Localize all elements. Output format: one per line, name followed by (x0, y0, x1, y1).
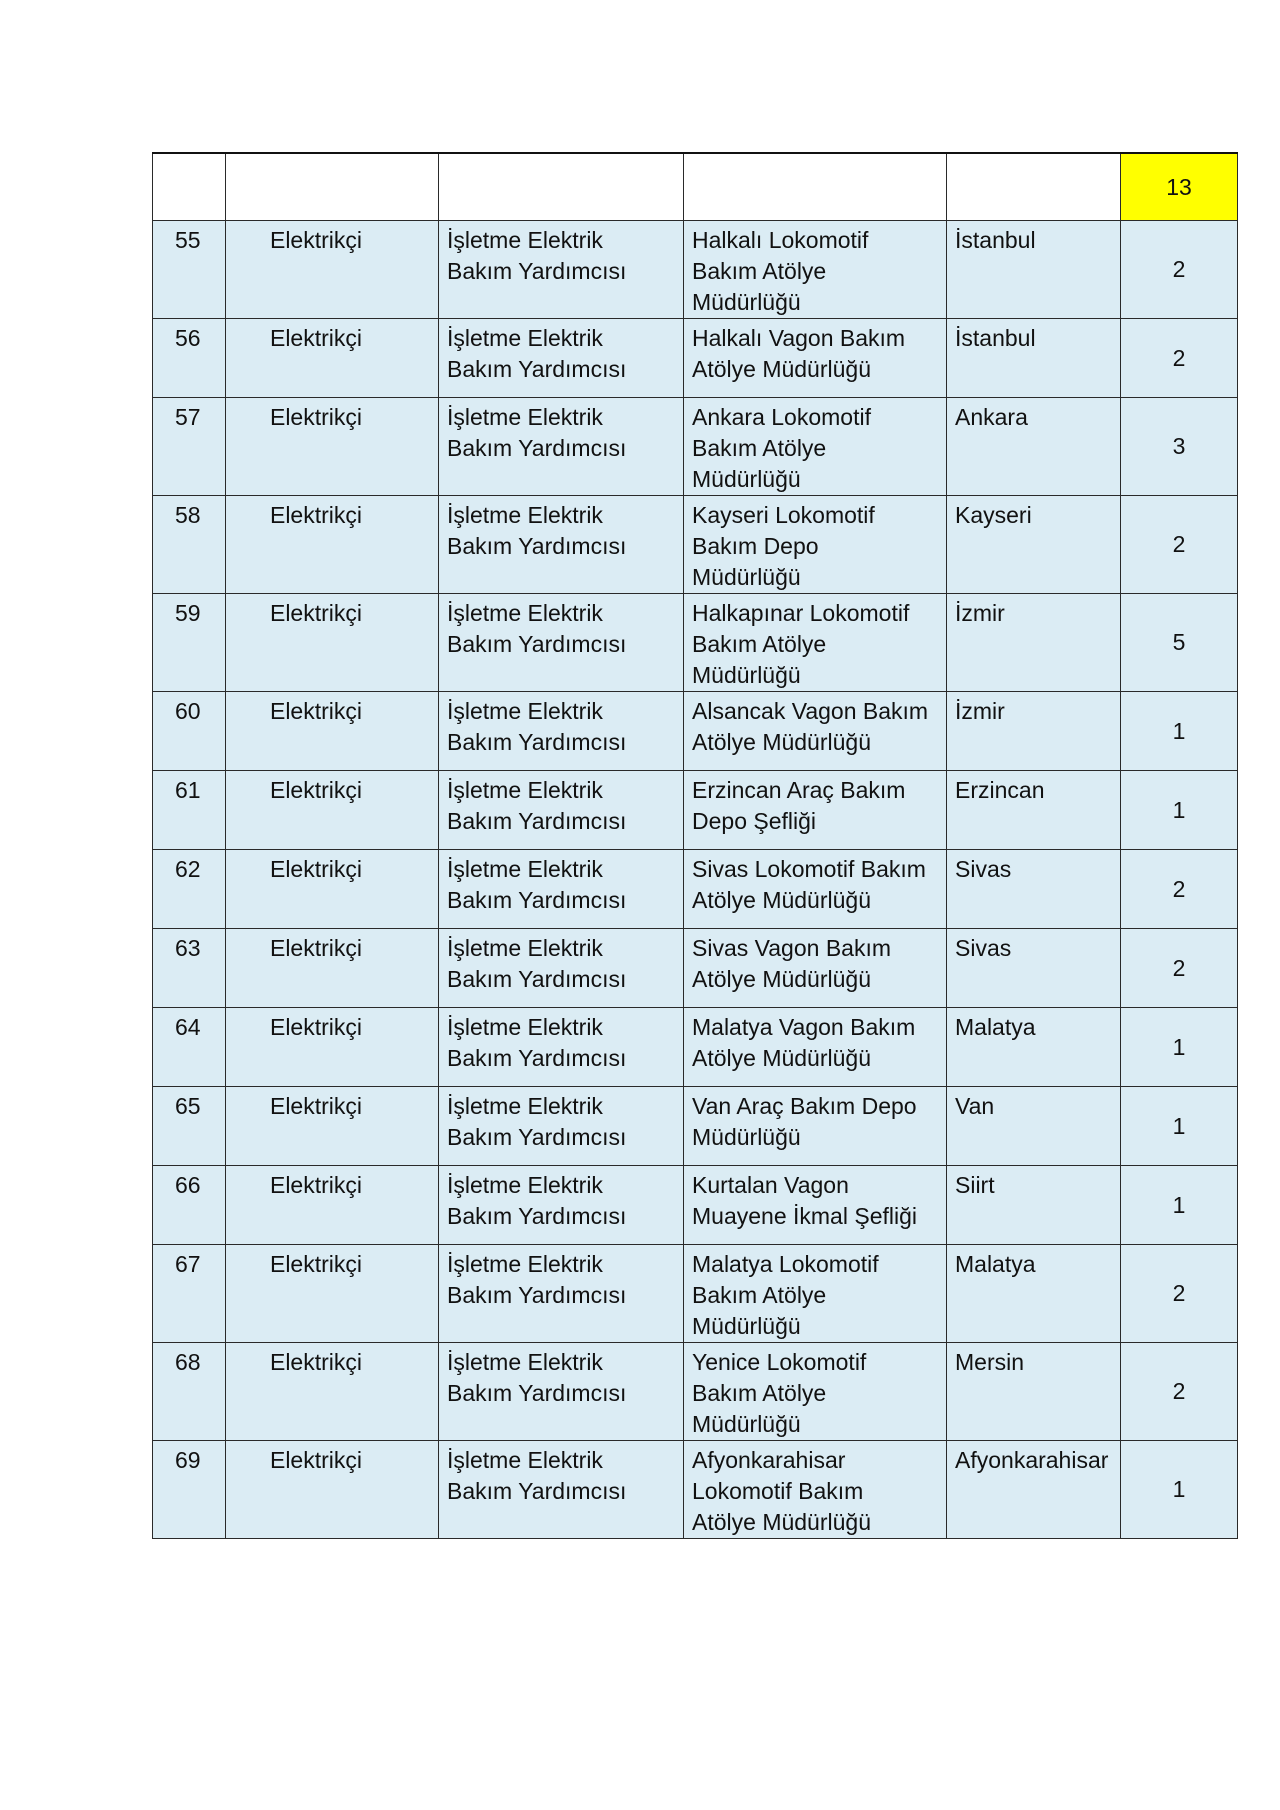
workplace-unit-cell (684, 1245, 947, 1343)
position-count-cell: 2 (1121, 1343, 1238, 1441)
table-row (153, 1166, 1238, 1245)
workplace-unit-cell (684, 398, 947, 496)
table-row (153, 594, 1238, 692)
position-count-cell: 1 (1121, 692, 1238, 771)
occupation-cell: Elektrikçi (226, 929, 439, 1008)
header-row (153, 153, 1238, 221)
workplace-unit-cell-line: Kayseri Lokomotif (692, 502, 875, 528)
position-title-cell-line: Bakım Yardımcısı (447, 1282, 627, 1308)
position-title-cell-line: Bakım Yardımcısı (447, 631, 627, 657)
workplace-unit-cell-line: Bakım Atölye (692, 435, 827, 461)
workplace-unit-cell-line: Atölye Müdürlüğü (692, 1509, 871, 1535)
workplace-unit-cell-line: Müdürlüğü (692, 1124, 801, 1150)
occupation-cell: Elektrikçi (226, 1245, 439, 1343)
workplace-unit-cell-line: Yenice Lokomotif (692, 1349, 867, 1375)
row-number: 68 (153, 1343, 226, 1441)
row-number: 60 (153, 692, 226, 771)
workplace-unit-cell-line: Depo Şefliği (692, 808, 817, 834)
position-title-cell-line: Bakım Yardımcısı (447, 1380, 627, 1406)
table-row (153, 496, 1238, 594)
workplace-unit-cell-line: Atölye Müdürlüğü (692, 966, 871, 992)
position-count-cell: 2 (1121, 319, 1238, 398)
city-cell: Kayseri (947, 496, 1121, 594)
occupation-cell: Elektrikçi (226, 221, 439, 319)
workplace-unit-cell (684, 1166, 947, 1245)
position-title-cell-line: İşletme Elektrik (447, 502, 603, 528)
row-number: 62 (153, 850, 226, 929)
staff-table (152, 152, 1238, 1539)
position-title-cell-line: İşletme Elektrik (447, 698, 603, 724)
table-row (153, 692, 1238, 771)
row-number: 61 (153, 771, 226, 850)
workplace-unit-cell-line: Bakım Atölye (692, 631, 827, 657)
occupation-cell: Elektrikçi (226, 594, 439, 692)
position-title-cell-line: İşletme Elektrik (447, 404, 603, 430)
workplace-unit-cell-line: Bakım Depo (692, 533, 819, 559)
city-cell: Ankara (947, 398, 1121, 496)
table-row (153, 771, 1238, 850)
workplace-unit-cell-line: Bakım Atölye (692, 1380, 827, 1406)
position-count-cell: 5 (1121, 594, 1238, 692)
header-cell-city (947, 153, 1121, 221)
occupation-cell: Elektrikçi (226, 771, 439, 850)
position-title-cell-line: İşletme Elektrik (447, 777, 603, 803)
position-count-cell: 1 (1121, 1008, 1238, 1087)
row-number: 65 (153, 1087, 226, 1166)
position-title-cell-line: Bakım Yardımcısı (447, 435, 627, 461)
occupation-cell: Elektrikçi (226, 1008, 439, 1087)
city-cell: Sivas (947, 850, 1121, 929)
row-number: 58 (153, 496, 226, 594)
position-title-cell-line: Bakım Yardımcısı (447, 258, 627, 284)
workplace-unit-cell-line: Bakım Atölye (692, 1282, 827, 1308)
position-title-cell (439, 398, 684, 496)
workplace-unit-cell-line: Muayene İkmal Şefliği (692, 1203, 917, 1229)
position-title-cell-line: İşletme Elektrik (447, 227, 603, 253)
workplace-unit-cell (684, 221, 947, 319)
position-title-cell-line: İşletme Elektrik (447, 325, 603, 351)
row-number: 69 (153, 1441, 226, 1539)
workplace-unit-cell-line: Malatya Vagon Bakım (692, 1014, 916, 1040)
position-count-cell: 1 (1121, 771, 1238, 850)
row-number: 66 (153, 1166, 226, 1245)
city-cell: Erzincan (947, 771, 1121, 850)
workplace-unit-cell-line: Müdürlüğü (692, 466, 801, 492)
row-number: 63 (153, 929, 226, 1008)
occupation-cell: Elektrikçi (226, 1087, 439, 1166)
position-count-cell: 2 (1121, 221, 1238, 319)
position-title-cell (439, 1245, 684, 1343)
occupation-cell: Elektrikçi (226, 1343, 439, 1441)
position-count-cell: 2 (1121, 1245, 1238, 1343)
header-cell-no (153, 153, 226, 221)
header-cell-unit (684, 153, 947, 221)
position-title-cell-line: İşletme Elektrik (447, 1251, 603, 1277)
city-cell: Malatya (947, 1245, 1121, 1343)
workplace-unit-cell-line: Sivas Vagon Bakım (692, 935, 892, 961)
position-title-cell-line: Bakım Yardımcısı (447, 356, 627, 382)
city-cell: İstanbul (947, 221, 1121, 319)
city-cell: Van (947, 1087, 1121, 1166)
workplace-unit-cell-line: Müdürlüğü (692, 1411, 801, 1437)
row-number: 59 (153, 594, 226, 692)
position-title-cell-line: Bakım Yardımcısı (447, 887, 627, 913)
position-title-cell-line: Bakım Yardımcısı (447, 533, 627, 559)
position-title-cell (439, 496, 684, 594)
workplace-unit-cell-line: Erzincan Araç Bakım (692, 777, 906, 803)
position-count-cell: 1 (1121, 1166, 1238, 1245)
table-row (153, 929, 1238, 1008)
workplace-unit-cell-line: Müdürlüğü (692, 289, 801, 315)
table-row (153, 221, 1238, 319)
position-title-cell (439, 221, 684, 319)
workplace-unit-cell (684, 1343, 947, 1441)
position-title-cell-line: İşletme Elektrik (447, 935, 603, 961)
table-row (153, 1441, 1238, 1539)
position-title-cell-line: Bakım Yardımcısı (447, 1478, 627, 1504)
workplace-unit-cell-line: Müdürlüğü (692, 1313, 801, 1339)
position-count-cell: 3 (1121, 398, 1238, 496)
workplace-unit-cell-line: Kurtalan Vagon (692, 1172, 849, 1198)
workplace-unit-cell-line: Atölye Müdürlüğü (692, 1045, 871, 1071)
table-row (153, 850, 1238, 929)
workplace-unit-cell (684, 319, 947, 398)
table-row (153, 1245, 1238, 1343)
occupation-cell: Elektrikçi (226, 692, 439, 771)
position-title-cell (439, 1343, 684, 1441)
position-title-cell (439, 319, 684, 398)
workplace-unit-cell-line: Van Araç Bakım Depo (692, 1093, 917, 1119)
row-number: 64 (153, 1008, 226, 1087)
row-number: 57 (153, 398, 226, 496)
position-title-cell (439, 771, 684, 850)
table-row (153, 398, 1238, 496)
workplace-unit-cell-line: Halkalı Vagon Bakım (692, 325, 906, 351)
city-cell: Malatya (947, 1008, 1121, 1087)
position-title-cell (439, 692, 684, 771)
row-number: 55 (153, 221, 226, 319)
position-title-cell-line: İşletme Elektrik (447, 1349, 603, 1375)
position-title-cell-line: İşletme Elektrik (447, 1172, 603, 1198)
position-count-cell: 1 (1121, 1441, 1238, 1539)
position-title-cell-line: İşletme Elektrik (447, 856, 603, 882)
table-row (153, 1008, 1238, 1087)
workplace-unit-cell-line: Atölye Müdürlüğü (692, 356, 871, 382)
position-title-cell (439, 850, 684, 929)
city-cell: Sivas (947, 929, 1121, 1008)
position-title-cell-line: İşletme Elektrik (447, 600, 603, 626)
position-title-cell-line: Bakım Yardımcısı (447, 1203, 627, 1229)
workplace-unit-cell (684, 496, 947, 594)
workplace-unit-cell-line: Atölye Müdürlüğü (692, 887, 871, 913)
occupation-cell: Elektrikçi (226, 1166, 439, 1245)
workplace-unit-cell-line: Müdürlüğü (692, 662, 801, 688)
row-number: 67 (153, 1245, 226, 1343)
position-count-cell: 2 (1121, 929, 1238, 1008)
position-title-cell (439, 929, 684, 1008)
occupation-cell: Elektrikçi (226, 398, 439, 496)
city-cell: İzmir (947, 594, 1121, 692)
position-title-cell-line: Bakım Yardımcısı (447, 729, 627, 755)
workplace-unit-cell (684, 929, 947, 1008)
occupation-cell: Elektrikçi (226, 496, 439, 594)
city-cell: İzmir (947, 692, 1121, 771)
workplace-unit-cell-line: Halkalı Lokomotif (692, 227, 869, 253)
table-row (153, 1087, 1238, 1166)
workplace-unit-cell-line: Alsancak Vagon Bakım (692, 698, 929, 724)
workplace-unit-cell-line: Afyonkarahisar (692, 1447, 846, 1473)
workplace-unit-cell (684, 692, 947, 771)
position-title-cell-line: Bakım Yardımcısı (447, 1124, 627, 1150)
workplace-unit-cell-line: Sivas Lokomotif Bakım (692, 856, 926, 882)
occupation-cell: Elektrikçi (226, 850, 439, 929)
workplace-unit-cell (684, 850, 947, 929)
table-row (153, 319, 1238, 398)
position-title-cell (439, 1166, 684, 1245)
position-count-cell: 2 (1121, 850, 1238, 929)
workplace-unit-cell-line: Ankara Lokomotif (692, 404, 871, 430)
position-title-cell-line: Bakım Yardımcısı (447, 966, 627, 992)
header-cell-title (439, 153, 684, 221)
workplace-unit-cell-line: Atölye Müdürlüğü (692, 729, 871, 755)
city-cell: Afyonkarahisar (947, 1441, 1121, 1539)
occupation-cell: Elektrikçi (226, 1441, 439, 1539)
workplace-unit-cell (684, 1008, 947, 1087)
workplace-unit-cell (684, 1087, 947, 1166)
position-title-cell-line: İşletme Elektrik (447, 1093, 603, 1119)
table-row (153, 1343, 1238, 1441)
city-cell: İstanbul (947, 319, 1121, 398)
header-cell-job (226, 153, 439, 221)
workplace-unit-cell-line: Müdürlüğü (692, 564, 801, 590)
position-title-cell (439, 594, 684, 692)
position-title-cell-line: İşletme Elektrik (447, 1447, 603, 1473)
position-count-cell: 1 (1121, 1087, 1238, 1166)
workplace-unit-cell (684, 771, 947, 850)
workplace-unit-cell-line: Halkapınar Lokomotif (692, 600, 910, 626)
workplace-unit-cell (684, 594, 947, 692)
workplace-unit-cell-line: Bakım Atölye (692, 258, 827, 284)
position-title-cell-line: Bakım Yardımcısı (447, 1045, 627, 1071)
position-title-cell-line: Bakım Yardımcısı (447, 808, 627, 834)
position-count-cell: 2 (1121, 496, 1238, 594)
position-title-cell (439, 1087, 684, 1166)
city-cell: Mersin (947, 1343, 1121, 1441)
occupation-cell: Elektrikçi (226, 319, 439, 398)
workplace-unit-cell-line: Lokomotif Bakım (692, 1478, 864, 1504)
position-title-cell (439, 1441, 684, 1539)
table-body (153, 153, 1238, 1539)
city-cell: Siirt (947, 1166, 1121, 1245)
row-number: 56 (153, 319, 226, 398)
position-title-cell (439, 1008, 684, 1087)
workplace-unit-cell (684, 1441, 947, 1539)
page-number: 13 (1121, 153, 1238, 221)
position-title-cell-line: İşletme Elektrik (447, 1014, 603, 1040)
workplace-unit-cell-line: Malatya Lokomotif (692, 1251, 879, 1277)
